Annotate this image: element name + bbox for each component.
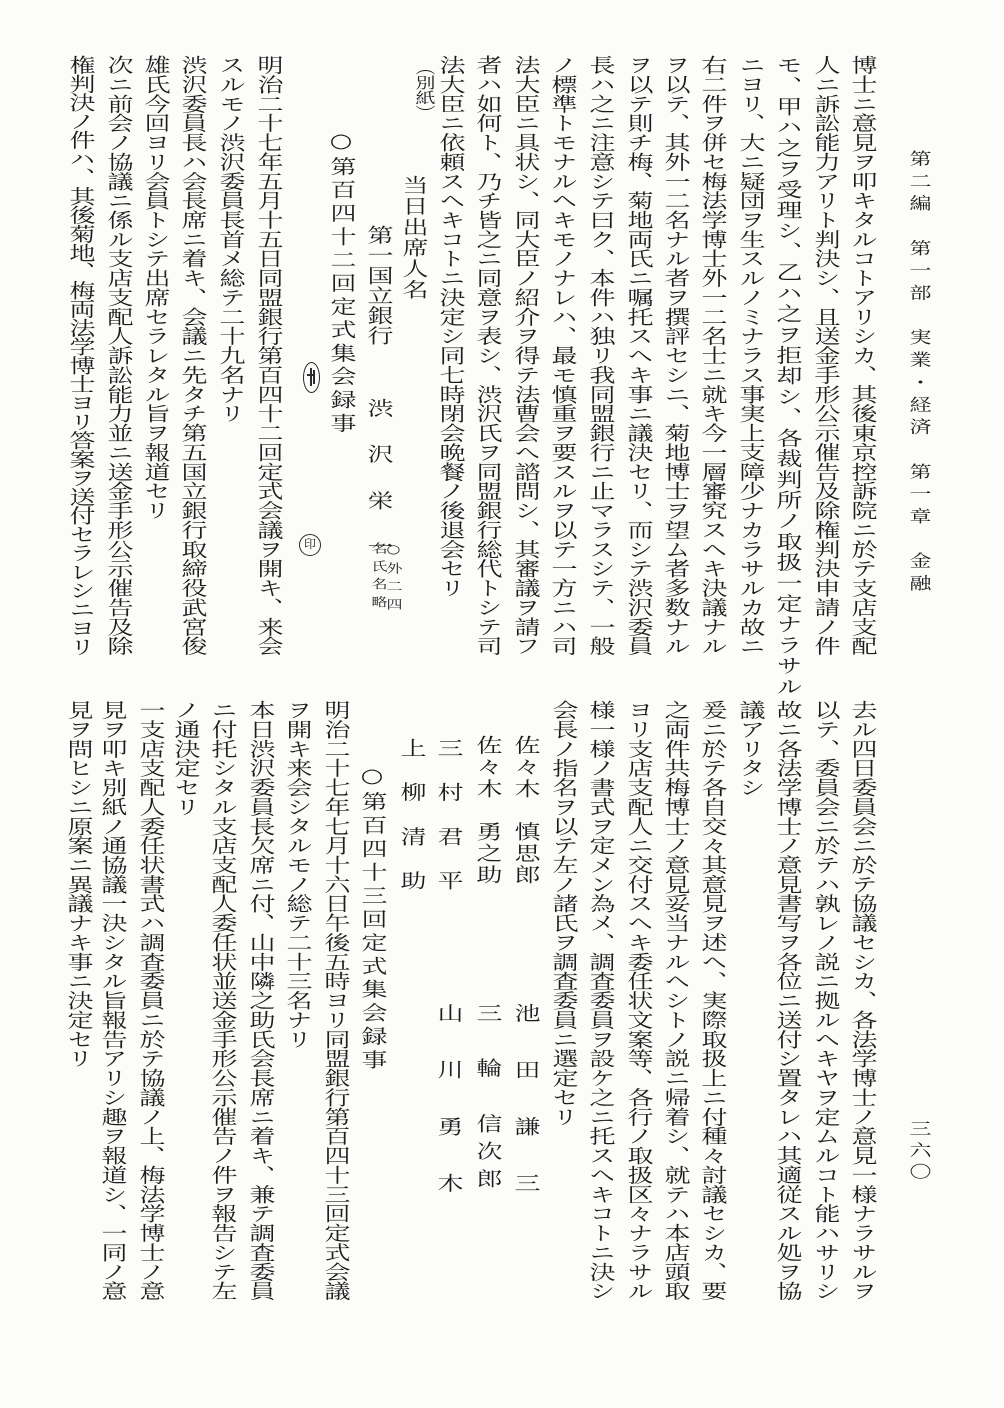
body-text-line: 議アリタシ (735, 700, 765, 797)
meeting-142-line: 渋沢委員長ハ会長席ニ着キ、会議ニ先タチ第五国立銀行取締役武宮俊 (177, 55, 207, 656)
committee-member-name: 山 川 勇 木 (433, 1003, 463, 1202)
meeting-143-line: ノ通決定セリ (170, 700, 200, 817)
meeting-143-line: 本日渋沢委員長欠席ニ付、山中隣之助氏会長席ニ着キ、兼テ調査委員 (245, 700, 275, 1301)
attendees-title: 当日出席人名 (398, 175, 428, 301)
body-text-line: 以テ、委員会ニ於テハ孰レノ説ニ拠ルヘキヤヲ定ムルコト能ハサリシ (810, 700, 840, 1301)
body-text-line: 者ハ如何ト、乃チ皆之ニ同意ヲ表シ、渋沢氏ヲ同盟銀行総代トシテ司 (472, 55, 502, 656)
running-head: 第二編 第一部 実業・経済 第一章 金融 (906, 150, 931, 597)
attendee-note-right: ○外二四 (384, 542, 403, 616)
body-text-line: ヲ以テ則チ梅、菊地両氏ニ嘱托スヘキ事ニ議決セリ、而シテ渋沢委員 (623, 55, 653, 656)
seal-stamp-oval (303, 362, 320, 393)
meeting-143-line: 見ヲ叩キ別紙ノ通協議一決シタル旨報告アリシ趣ヲ報道シ、一同ノ意 (97, 700, 127, 1301)
meeting-142-line: 次ニ前会ノ協議ニ係ル支店支配人訴訟能力並ニ送金手形公示催告及除 (103, 55, 133, 656)
attendee-bank: 第一国立銀行 (363, 225, 393, 346)
body-text-line: 人ニ訴訟能力アリト判決シ、且送金手形公示催告及除権判決申請ノ件 (810, 55, 840, 656)
body-text-line: 長ハ之ニ注意シテ曰ク、本件ハ独リ我同盟銀行ニ止マラスシテ、一般 (585, 55, 615, 656)
meeting-142-title: ○第百四十二回定式集会録事 (326, 130, 356, 437)
meeting-143-line: 明治二十七年七月十六日午後五時ヨリ同盟銀行第百四十三回定式会議 (320, 700, 350, 1301)
committee-member-name: 佐々木 勇之助 (472, 735, 502, 887)
committee-member-name: 三 村 君 平 (433, 738, 463, 893)
body-text-line: ニヨリ、大ニ疑団ヲ生スルノミナラス事実上支障少ナカラサルカ故ニ (735, 55, 765, 656)
body-text-line: 右二件ヲ併セ梅法学博士外一二名士ニ就キ今一層審究スヘキ決議ナル (697, 55, 727, 656)
meeting-143-title: ○第百四十三回定式集会録事 (357, 765, 387, 1074)
seal-stamp: 印 (299, 534, 321, 556)
committee-member-name: 佐々木 慎思郎 (510, 735, 540, 887)
body-text-line: モ、甲ハ之ヲ受理シ、乙ハ之ヲ拒却シ、各裁判所ノ取扱一定ナラサル (772, 55, 802, 698)
body-text-line: 様一様ノ書式ヲ定メン為メ、調査委員ヲ設ケ之ニ托スヘキコトニ決シ (585, 700, 615, 1301)
body-text-line: 故ニ各法学博士ノ意見書写ヲ各位ニ送付シ置タレハ其適従スル処ヲ協 (772, 700, 802, 1301)
committee-member-name: 三 輪 信次郎 (472, 1003, 502, 1196)
meeting-143-line: ヲ開キ来会シタルモノ総テ二十三名ナリ (282, 700, 312, 1049)
meeting-143-line: ニ付托シタル支店支配人委任状並送金手形公示催告ノ件ヲ報告シテ左 (207, 700, 237, 1301)
attendee-representative: 渋 沢 栄 一 (363, 398, 393, 560)
committee-member-name: 池 田 謙 三 (510, 1003, 540, 1202)
meeting-142-line: スルモノ渋沢委員長首メ総テ二十九名ナリ (215, 55, 245, 424)
body-text-line: 法大臣ニ依頼スヘキコトニ決定シ同七時閉会晩餐ノ後退会セリ (435, 55, 465, 598)
meeting-142-line: 雄氏今回ヨリ会員トシテ出席セラレタル旨ヲ報道セリ (140, 55, 170, 520)
body-text-line: ヲ以テ、其外一二名ナル者ヲ撰評セシニ、菊地博士ヲ望ム者多数ナル (660, 55, 690, 656)
committee-member-name: 上 柳 清 助 (396, 738, 426, 893)
page-number: 三六〇 (906, 1120, 931, 1185)
meeting-142-line: 明治二十七年五月十五日同盟銀行第百四十二回定式会議ヲ開キ、来会 (253, 55, 283, 656)
body-text-line: ヨリ支店支配人ニ交付スヘキ委任状文案等、各行ノ取扱区々ナラサル (623, 700, 653, 1301)
meeting-142-line: 権判決ノ件ハ、其後菊地、梅両法学博士ヨリ答案ヲ送付セラレシニヨリ (65, 55, 95, 656)
meeting-143-line: 一支店支配人委任状書式ハ調査委員ニ於テ協議ノ上、梅法学博士ノ意 (135, 700, 165, 1301)
body-text-line: 之両件共梅博士ノ意見妥当ナルヘシトノ説ニ帰着シ、就テハ本店頭取 (660, 700, 690, 1301)
attendee-note-left: 名氏名略 (369, 542, 388, 614)
appendix-label: （別紙） (412, 60, 436, 120)
body-text-line: ノ標準トモナルヘキモノナレハ、最モ慎重ヲ要スルヲ以テ一方ニハ司 (547, 55, 577, 656)
meeting-143-line: 見ヲ問ヒシニ原案ニ異議ナキ事ニ決定セリ (63, 700, 93, 1069)
body-text-line: 会長ノ指名ヲ以テ左ノ諸氏ヲ調査委員ニ選定セリ (548, 700, 578, 1127)
body-text-line: 去ル四日委員会ニ於テ協議セシカ、各法学博士ノ意見一様ナラサルヲ (847, 700, 877, 1301)
body-text-line: 博士ニ意見ヲ叩キタルコトアリシカ、其後東京控訴院ニ於テ支店支配 (847, 55, 877, 656)
body-text-line: 法大臣ニ具状シ、同大臣ノ紹介ヲ得テ法曹会へ諮問シ、其審議ヲ請フ (510, 55, 540, 656)
body-text-line: 爰ニ於テ各自交々其意見ヲ述ヘ、実際取扱上ニ付種々討議セシカ、要 (697, 700, 727, 1301)
